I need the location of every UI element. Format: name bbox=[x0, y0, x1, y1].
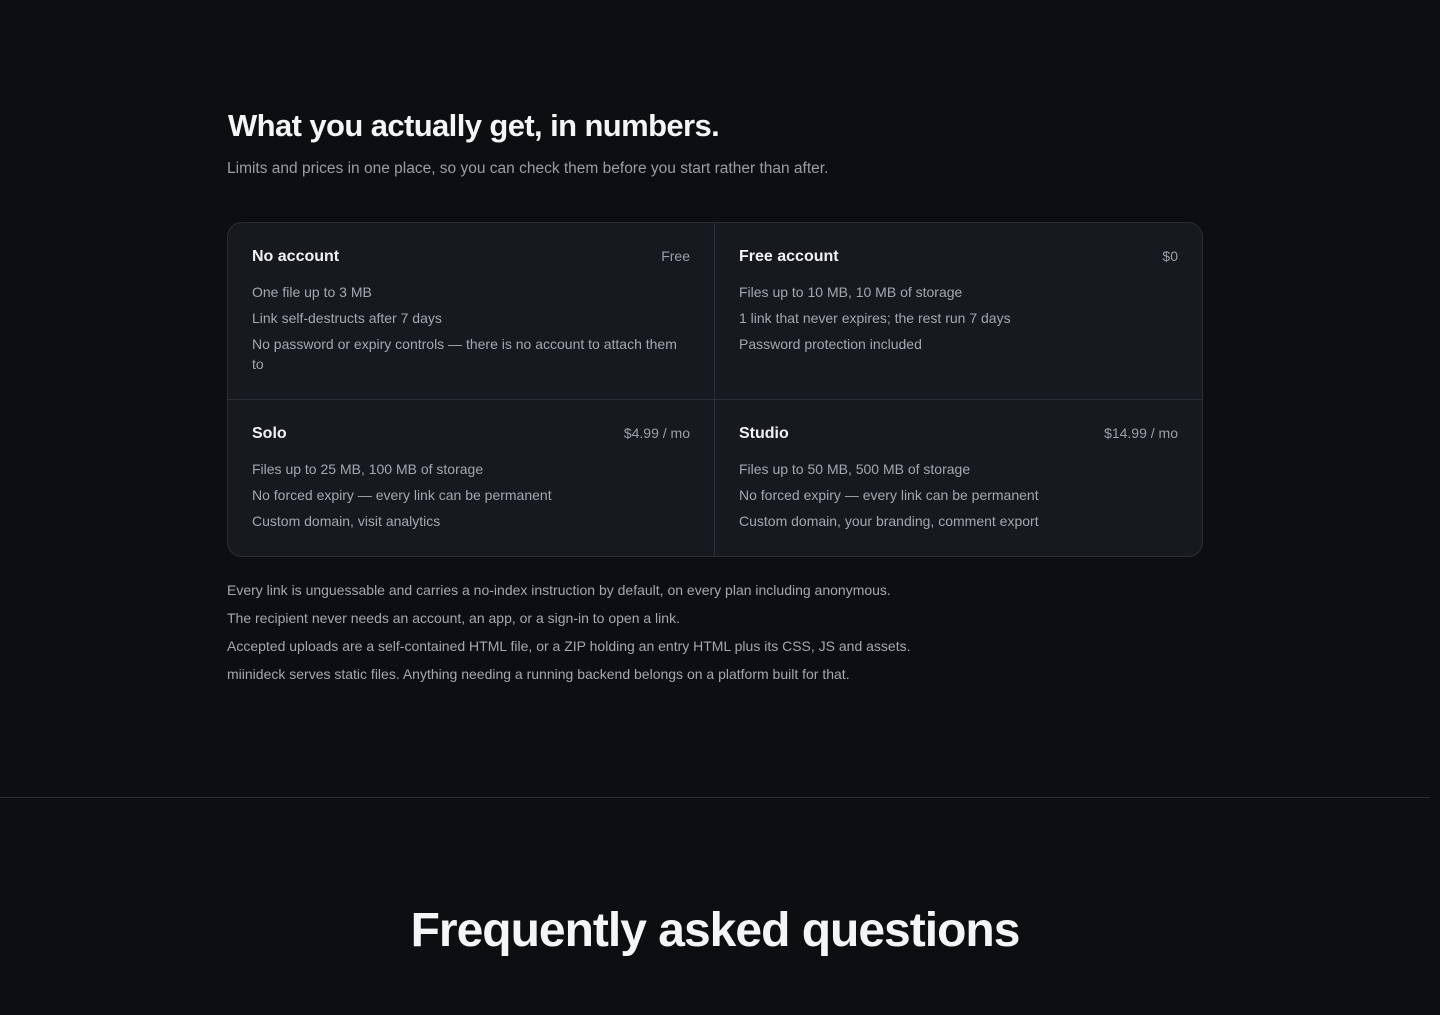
plan-price: Free bbox=[661, 248, 690, 264]
plan-features bbox=[739, 282, 1178, 354]
section-title: What you actually get, in numbers. bbox=[228, 108, 720, 143]
note-item: Every link is unguessable and carries a no-index instruction by default, on every plan including anonymous. bbox=[227, 582, 891, 598]
plan-features bbox=[739, 459, 1178, 531]
plan-feature: Custom domain, visit analytics bbox=[252, 513, 441, 529]
plan-card-free-account bbox=[715, 223, 1202, 400]
plan-grid bbox=[227, 222, 1203, 557]
plan-feature: Custom domain, your branding, comment export bbox=[739, 513, 1039, 529]
plan-name: Solo bbox=[252, 425, 287, 442]
plan-card-solo bbox=[228, 400, 715, 556]
plan-feature: One file up to 3 MB bbox=[252, 284, 372, 300]
plan-feature: 1 link that never expires; the rest run 7 days bbox=[739, 310, 1011, 326]
note-item: The recipient never needs an account, an app, or a sign-in to open a link. bbox=[227, 610, 680, 626]
note-item: miinideck serves static files. Anything needing a running backend belongs on a platform built for that. bbox=[227, 666, 850, 682]
plan-feature: Files up to 25 MB, 100 MB of storage bbox=[252, 461, 484, 477]
plan-feature: No password or expiry controls — there is no account to attach them to bbox=[252, 336, 677, 372]
plan-features bbox=[252, 459, 690, 531]
plan-name: No account bbox=[252, 248, 340, 265]
plan-card-studio bbox=[715, 400, 1202, 556]
note-item: Accepted uploads are a self-contained HTML file, or a ZIP holding an entry HTML plus its CSS, JS and assets. bbox=[227, 638, 911, 654]
section-divider bbox=[0, 797, 1430, 798]
plan-features bbox=[252, 282, 690, 374]
plan-price: $4.99 / mo bbox=[623, 425, 690, 441]
plan-feature: No forced expiry — every link can be permanent bbox=[252, 487, 552, 503]
plan-feature: Files up to 10 MB, 10 MB of storage bbox=[739, 284, 963, 300]
plan-name: Studio bbox=[739, 425, 789, 442]
plan-feature: No forced expiry — every link can be permanent bbox=[739, 487, 1039, 503]
faq-title: Frequently asked questions bbox=[410, 904, 1020, 957]
plan-feature: Files up to 50 MB, 500 MB of storage bbox=[739, 461, 971, 477]
plan-card-no-account bbox=[228, 223, 715, 400]
plan-price: $14.99 / mo bbox=[1104, 425, 1178, 441]
section-subtitle: Limits and prices in one place, so you can check them before you start rather than after. bbox=[227, 160, 829, 177]
plan-feature: Link self-destructs after 7 days bbox=[252, 310, 442, 326]
plan-name: Free account bbox=[739, 248, 839, 265]
plan-price: $0 bbox=[1162, 248, 1178, 264]
plan-feature: Password protection included bbox=[739, 336, 922, 352]
plan-notes bbox=[227, 580, 910, 692]
